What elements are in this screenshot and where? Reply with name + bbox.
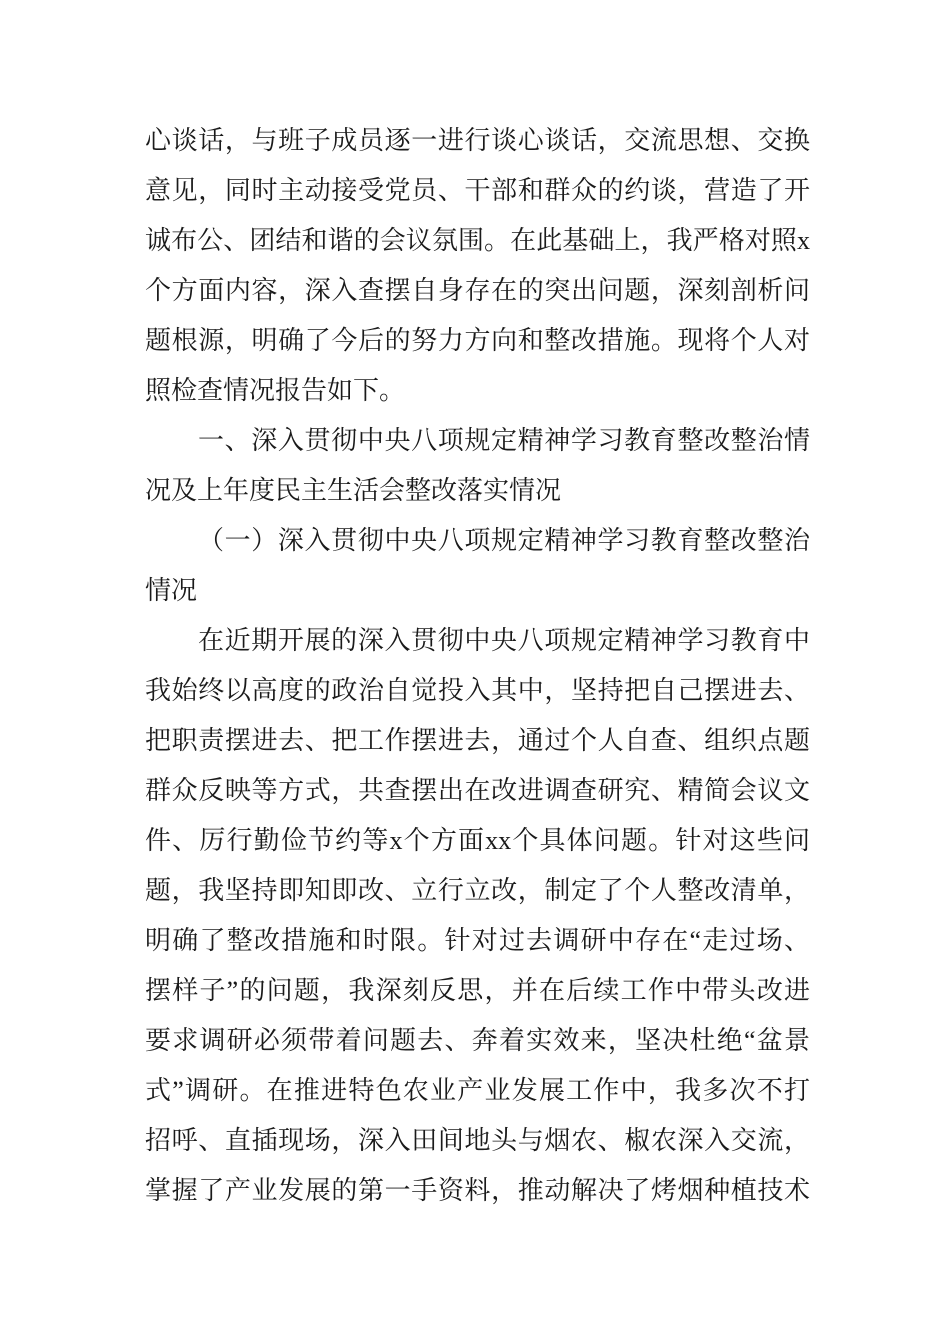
section-heading-line: 一、深入贯彻中央八项规定精神学习教育整改整治情 xyxy=(198,426,810,455)
document-text-line: 群众反映等方式，共查摆出在改进调查研究、精简会议文 xyxy=(145,776,810,805)
document-text-line: 掌握了产业发展的第一手资料，推动解决了烤烟种植技术 xyxy=(145,1176,810,1205)
document-text-line: 明确了整改措施和时限。针对过去调研中存在“走过场、 xyxy=(145,926,810,955)
document-page-text xyxy=(145,116,810,1216)
document-text-line: 照检查情况报告如下。 xyxy=(145,376,406,405)
document-text-line: 个方面内容，深入查摆自身存在的突出问题，深刻剖析问 xyxy=(145,276,810,305)
document-text-line: 式”调研。在推进特色农业产业发展工作中，我多次不打 xyxy=(145,1076,810,1105)
document-text-line: 意见，同时主动接受党员、干部和群众的约谈，营造了开 xyxy=(145,176,810,205)
document-text-line: 诚布公、团结和谐的会议氛围。在此基础上，我严格对照x xyxy=(145,226,810,255)
subsection-heading-line: 情况 xyxy=(145,576,198,605)
section-heading-line: 况及上年度民主生活会整改落实情况 xyxy=(145,476,562,505)
document-text-line: 件、厉行勤俭节约等x个方面xx个具体问题。针对这些问 xyxy=(145,826,810,855)
document-text-line: 心谈话，与班子成员逐一进行谈心谈话，交流思想、交换 xyxy=(145,126,810,155)
document-text-line: 要求调研必须带着问题去、奔着实效来，坚决杜绝“盆景 xyxy=(145,1026,810,1055)
subsection-heading-line: （一）深入贯彻中央八项规定精神学习教育整改整治 xyxy=(198,526,810,555)
document-text-line: 题，我坚持即知即改、立行立改，制定了个人整改清单， xyxy=(145,876,810,905)
document-text-line: 我始终以高度的政治自觉投入其中，坚持把自己摆进去、 xyxy=(145,676,810,705)
document-text-line: 题根源，明确了今后的努力方向和整改措施。现将个人对 xyxy=(145,326,810,355)
document-text-line: 摆样子”的问题，我深刻反思，并在后续工作中带头改进 xyxy=(145,976,810,1005)
document-text-line: 把职责摆进去、把工作摆进去，通过个人自查、组织点题 xyxy=(145,726,810,755)
document-text-line: 在近期开展的深入贯彻中央八项规定精神学习教育中 xyxy=(198,626,810,655)
document-text-line: 招呼、直插现场，深入田间地头与烟农、椒农深入交流， xyxy=(145,1126,810,1155)
